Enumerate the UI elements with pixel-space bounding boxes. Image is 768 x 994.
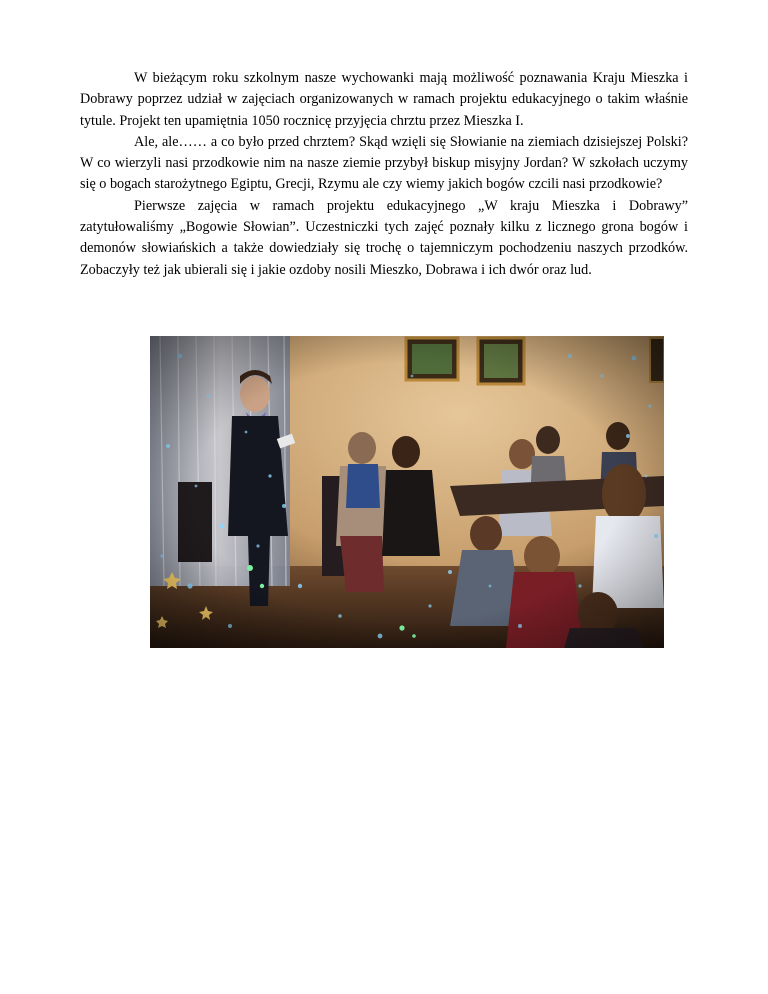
paragraph-3: Pierwsze zajęcia w ramach projektu edukacyjnego „W kraju Mieszka i Dobrawy” zatytułowaliśmy „Bogowie Słowian”. Uczestniczki tych zajęć poznały kilku z licznego grona bogów i demonów słowiańskich a także dowiedziały się trochę o tajemniczym pochodzeniu naszych przodków. Zobaczyły też jak ubierali się i jakie ozdoby nosili Mieszko, Dobrawa i ich dwór oraz lud. [80, 197, 688, 278]
event-photo [150, 336, 664, 648]
paragraph-1: W bieżącym roku szkolnym nasze wychowanki mają możliwość poznawania Kraju Mieszka i Dobrawy poprzez udział w zajęciach organizowanych w ramach projektu edukacyjnego o takim właśnie tytule. Projekt ten upamiętnia 1050 rocznicę przyjęcia chrztu przez Mieszka I. [80, 70, 688, 129]
event-photo-illustration [150, 336, 664, 648]
article-text [80, 68, 688, 281]
paragraph-2: Ale, ale…… a co było przed chrztem? Skąd wzięli się Słowianie na ziemiach dzisiejszej Polski? W co wierzyli nasi przodkowie nim na nasze ziemie przybył biskup misyjny Jordan? W szkołach uczymy się o bogach starożytnego Egiptu, Grecji, Rzymu ale czy wiemy jakich bogów czcili nasi przodkowie? [80, 133, 688, 193]
photo-vignette [150, 336, 664, 648]
